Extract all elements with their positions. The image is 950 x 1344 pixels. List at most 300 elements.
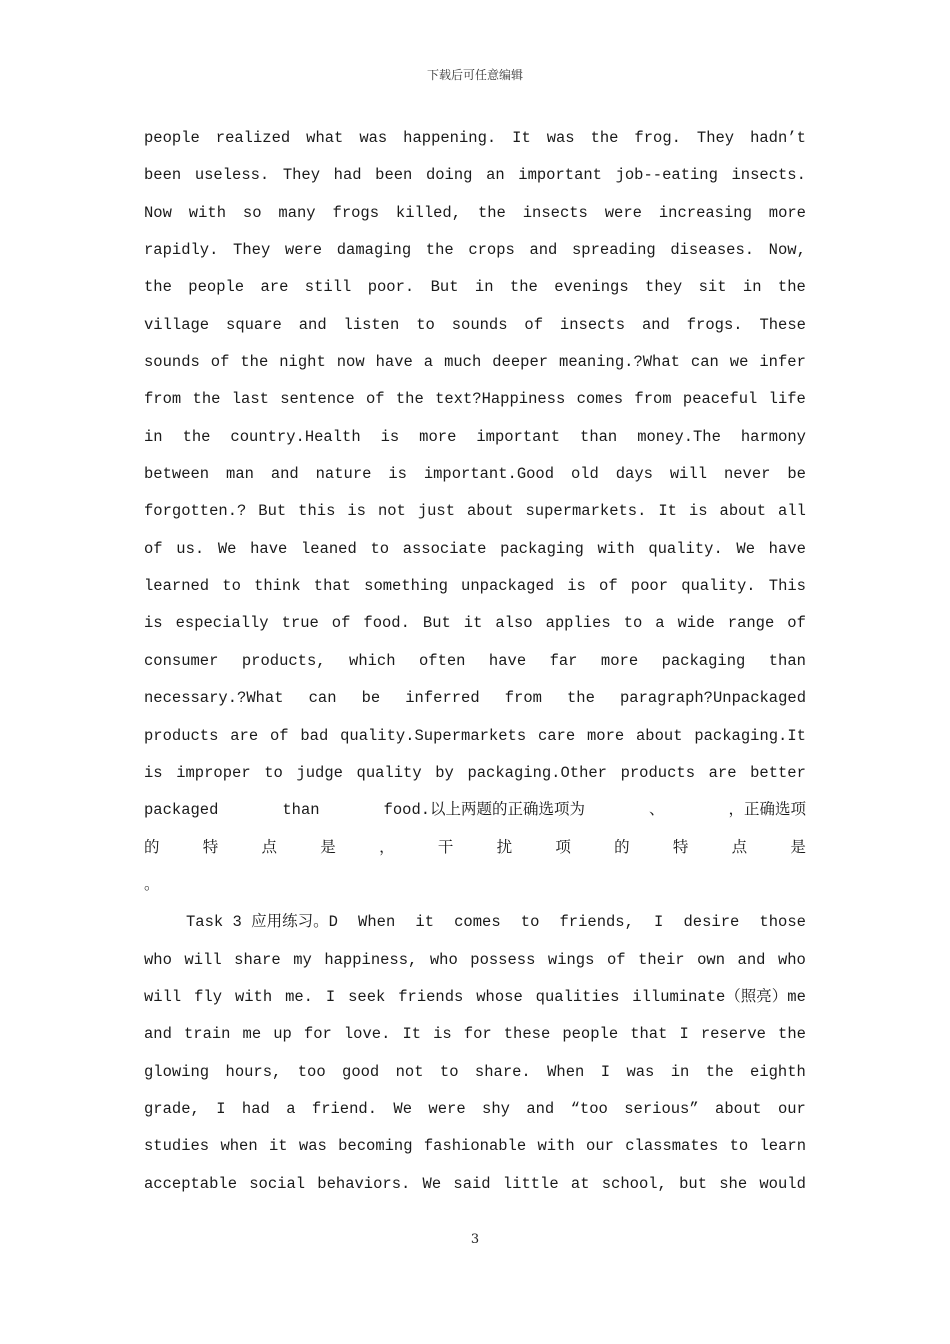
text-word: all <box>778 502 806 521</box>
text-word: night <box>279 353 326 372</box>
text-word: from <box>144 390 182 409</box>
text-word: nature <box>315 465 372 484</box>
text-word: who <box>429 950 458 969</box>
text-word: not <box>377 502 406 521</box>
text-word: and <box>529 241 558 260</box>
text-word: They <box>233 241 271 260</box>
text-word: insects <box>522 203 588 222</box>
text-word: leaned <box>300 539 357 558</box>
text-word: We <box>736 539 756 558</box>
text-word: the <box>192 390 221 409</box>
text-word: love. <box>343 1025 391 1044</box>
page-number: 3 <box>470 1232 480 1247</box>
text-word: more <box>419 427 457 446</box>
text-word: who <box>777 950 806 969</box>
text-line <box>144 456 806 493</box>
text-word: evenings <box>554 278 629 297</box>
text-word: more <box>586 726 625 745</box>
text-word: friend. <box>311 1099 378 1118</box>
text-word: the <box>777 278 806 297</box>
text-word: in <box>670 1062 690 1081</box>
text-word: people <box>562 1025 619 1044</box>
text-word: little <box>502 1174 559 1193</box>
text-word: she <box>719 1174 748 1193</box>
text-word: and <box>641 315 670 334</box>
text-word: comes <box>576 390 624 409</box>
text-word: from <box>634 390 672 409</box>
text-word: in <box>474 278 494 297</box>
text-word: will <box>144 987 182 1006</box>
text-word: train <box>183 1025 231 1044</box>
text-word: whose <box>476 987 523 1006</box>
text-word: it <box>463 614 483 633</box>
text-word: was <box>546 129 575 147</box>
text-word: acceptable <box>144 1174 238 1193</box>
text-word: be <box>787 465 806 484</box>
text-word: me. <box>285 987 313 1006</box>
text-word: quality. <box>648 539 723 558</box>
text-word: an <box>486 166 505 185</box>
text-word: When <box>358 913 396 932</box>
text-word: in <box>144 427 163 446</box>
text-word: a <box>286 1099 296 1118</box>
text-word: village <box>144 315 210 334</box>
text-line <box>144 381 806 418</box>
text-word: our <box>586 1137 614 1156</box>
text-word: hours, <box>225 1062 282 1081</box>
text-word: not <box>395 1062 424 1081</box>
text-word: glowing <box>144 1062 210 1081</box>
text-line <box>144 792 806 829</box>
text-line <box>144 680 806 717</box>
text-word: and <box>298 315 327 334</box>
text-word: by <box>435 763 454 782</box>
text-word: text?Happiness <box>435 390 566 409</box>
text-word: desire <box>683 913 740 932</box>
text-word: their <box>638 950 685 969</box>
text-line <box>144 1054 806 1091</box>
text-word: a <box>655 614 665 633</box>
text-word: crops <box>468 241 515 260</box>
text-word: necessary.?What <box>144 689 284 708</box>
text-word: many <box>278 203 316 222</box>
text-word: wings <box>547 950 595 969</box>
text-word: the <box>240 353 269 372</box>
text-word: share. <box>474 1062 531 1081</box>
text-line <box>144 718 806 755</box>
text-word: forgotten.? <box>144 502 247 521</box>
text-line <box>144 1166 806 1203</box>
text-word: ，正确选项 <box>728 801 806 820</box>
text-word: diseases. <box>670 241 755 260</box>
text-word: would <box>759 1174 806 1193</box>
text-word: quality. <box>681 577 756 596</box>
text-word: doing <box>425 166 473 185</box>
text-word: serious” <box>624 1099 699 1118</box>
text-word: far <box>549 651 578 670</box>
text-word: of <box>606 950 626 969</box>
text-word: happening. <box>403 129 497 147</box>
text-word: seek <box>348 987 386 1006</box>
text-word: insects <box>559 315 626 334</box>
text-word: school, <box>601 1174 667 1193</box>
text-word: more <box>768 203 806 222</box>
text-word: eighth <box>750 1062 806 1081</box>
text-word: sounds <box>451 315 508 334</box>
text-word: possess <box>470 950 536 969</box>
text-word: is <box>433 1025 452 1044</box>
text-word: about <box>715 1099 762 1118</box>
text-word: up <box>273 1025 292 1044</box>
text-word: is <box>144 763 163 782</box>
text-word: the <box>477 203 506 222</box>
text-word: applies <box>545 614 611 633</box>
text-word: been <box>375 166 413 185</box>
text-word: insects. <box>731 166 806 185</box>
text-word: just <box>417 502 456 521</box>
text-word: is <box>567 577 586 596</box>
text-word: realized <box>215 129 291 147</box>
text-word: harmony <box>740 427 806 446</box>
text-word: 。 <box>144 875 160 894</box>
text-word: they <box>645 278 683 297</box>
text-word: quality <box>356 763 422 782</box>
text-word: reserve <box>700 1025 766 1044</box>
text-word: better <box>750 763 806 782</box>
text-word: something <box>364 577 448 596</box>
text-word: have <box>768 539 806 558</box>
text-word: of <box>269 726 289 745</box>
text-word: the <box>590 129 619 147</box>
text-word: sounds <box>144 353 200 372</box>
text-word: They <box>696 129 735 147</box>
text-word: money.The <box>637 427 721 446</box>
text-word: But <box>422 614 451 633</box>
text-word: was <box>626 1062 655 1081</box>
text-word: will <box>669 465 708 484</box>
text-word: useless. <box>194 166 270 185</box>
text-word: often <box>418 651 466 670</box>
text-word: true <box>281 614 319 633</box>
text-line <box>144 755 806 792</box>
text-word: the <box>182 427 211 446</box>
text-word: quality.Supermarkets <box>340 726 527 745</box>
text-word: frogs <box>332 203 380 222</box>
text-word: judge <box>296 763 343 782</box>
text-word: 的 <box>614 838 630 857</box>
text-word: products <box>144 726 219 745</box>
text-word: sit <box>698 278 727 297</box>
text-word: I <box>600 1062 611 1081</box>
text-word: it <box>268 1137 288 1156</box>
text-word: studies <box>144 1137 210 1156</box>
text-word: that <box>630 1025 668 1044</box>
text-word: and <box>526 1099 555 1118</box>
text-word: of <box>787 614 806 633</box>
text-word: rapidly. <box>144 241 219 260</box>
text-word: But <box>258 502 287 521</box>
text-word: and <box>737 950 766 969</box>
text-word: 干 <box>437 838 454 857</box>
text-word: 项 <box>555 838 571 857</box>
text-word: range <box>727 614 775 633</box>
text-word: with <box>537 1137 575 1156</box>
text-word: the <box>144 278 172 297</box>
text-word: share <box>234 950 281 969</box>
text-word: ， <box>379 838 395 857</box>
text-line <box>144 120 806 157</box>
text-word: for <box>303 1025 332 1044</box>
text-word: are <box>260 278 289 297</box>
text-word: shy <box>482 1099 510 1118</box>
text-line <box>144 157 806 194</box>
text-word: this <box>298 502 336 521</box>
text-word: were <box>428 1099 466 1118</box>
text-word: these <box>503 1025 551 1044</box>
text-word: at <box>570 1174 590 1193</box>
text-line <box>144 830 806 867</box>
text-word: much <box>444 353 482 372</box>
text-word: can <box>690 353 719 372</box>
text-line <box>144 531 806 568</box>
text-word: killed, <box>395 203 462 222</box>
text-word: about <box>636 726 683 745</box>
text-word: 的 <box>144 838 160 857</box>
text-word: inferred <box>405 689 480 708</box>
text-word: us. <box>176 539 205 558</box>
text-word: of <box>331 614 351 633</box>
text-word: fly <box>194 987 223 1006</box>
text-word: 是 <box>320 838 336 857</box>
text-word: 点 <box>261 838 278 857</box>
text-word: behaviors. <box>317 1174 411 1193</box>
text-word: “too <box>570 1099 608 1118</box>
text-word: learned <box>144 577 210 596</box>
text-word: to <box>264 763 283 782</box>
text-word: These <box>759 315 806 334</box>
text-word: of <box>365 390 385 409</box>
text-word: job--eating <box>615 166 718 185</box>
text-word: poor. <box>367 278 415 297</box>
text-word: poor <box>630 577 669 596</box>
text-word: too <box>297 1062 326 1081</box>
text-word: life <box>768 390 806 409</box>
text-word: man <box>226 465 254 484</box>
text-word: bad <box>300 726 329 745</box>
text-word: 是 <box>790 838 806 857</box>
text-word: hadn’t <box>750 129 806 147</box>
text-word: square <box>226 315 282 334</box>
text-word: learn <box>759 1137 806 1156</box>
text-line <box>144 904 806 941</box>
text-word: 点 <box>731 838 748 857</box>
text-line <box>144 232 806 269</box>
text-word: Now <box>144 203 172 222</box>
text-word: to <box>520 913 540 932</box>
text-word: had <box>241 1099 270 1118</box>
text-word: food.以上两题的正确选项为 <box>383 801 586 820</box>
text-word: were <box>284 241 323 260</box>
text-word: with <box>234 987 273 1006</box>
text-word: be <box>361 689 381 708</box>
text-word: been <box>144 166 182 185</box>
text-word: increasing <box>658 203 752 222</box>
text-word: It <box>658 502 677 521</box>
text-word: we <box>729 353 749 372</box>
text-word: said <box>453 1174 491 1193</box>
text-word: are <box>230 726 259 745</box>
text-word: the <box>778 1025 806 1044</box>
text-word: the <box>567 689 595 708</box>
text-word: but <box>679 1174 707 1193</box>
text-word: my <box>293 950 312 969</box>
text-word: that <box>313 577 351 596</box>
text-line <box>144 195 806 232</box>
text-word: than <box>768 651 806 670</box>
text-word: But <box>430 278 459 297</box>
text-word: products <box>620 763 695 782</box>
text-word: to <box>439 1062 459 1081</box>
text-word: classmates <box>625 1137 719 1156</box>
text-word: especially <box>175 614 269 633</box>
text-word: packaging.It <box>694 726 806 745</box>
text-word: and <box>270 465 299 484</box>
text-word: qualities <box>535 987 620 1006</box>
text-word: were <box>604 203 642 222</box>
text-word: from <box>504 689 542 708</box>
document-body <box>144 120 806 1203</box>
text-word: We <box>393 1099 413 1118</box>
text-word: spreading <box>571 241 656 260</box>
text-word: people <box>144 129 200 147</box>
text-line <box>144 1016 806 1053</box>
text-word: with <box>597 539 635 558</box>
text-word: now <box>336 353 365 372</box>
text-word: is <box>688 502 708 521</box>
text-word: still <box>304 278 352 297</box>
text-line <box>144 344 806 381</box>
text-word: This <box>768 577 806 596</box>
text-word: for <box>463 1025 492 1044</box>
text-word: will <box>184 950 222 969</box>
text-word: it <box>415 913 434 932</box>
text-word: to <box>416 315 435 334</box>
page-header: 下载后可任意编辑 <box>426 68 523 82</box>
text-word: a <box>423 353 434 372</box>
text-word: meaning.?What <box>559 353 680 372</box>
text-word: Task 3 应用练习。D <box>186 913 338 932</box>
text-word: 扰 <box>496 838 513 857</box>
text-word: important <box>518 166 602 185</box>
text-word: days <box>615 465 653 484</box>
text-word: frog. <box>634 129 681 147</box>
text-word: have <box>250 539 288 558</box>
text-word: important.Good <box>423 465 555 484</box>
text-word: the <box>509 278 538 297</box>
text-word: friends <box>398 987 464 1006</box>
text-word: good <box>342 1062 380 1081</box>
text-word: also <box>495 614 533 633</box>
text-word: which <box>349 651 396 670</box>
text-word: those <box>759 913 806 932</box>
text-word: is <box>388 465 407 484</box>
text-word: paragraph?Unpackaged <box>619 689 806 708</box>
text-word: are <box>708 763 737 782</box>
text-word: about <box>719 502 767 521</box>
text-word: packaging <box>500 539 584 558</box>
text-word: what <box>306 129 344 147</box>
text-word: deeper <box>492 353 549 372</box>
text-word: grade, <box>144 1099 200 1118</box>
text-word: when <box>220 1137 258 1156</box>
text-word: old <box>570 465 599 484</box>
text-word: me <box>242 1025 262 1044</box>
text-word: 、 <box>649 801 665 820</box>
text-word: sentence <box>280 390 355 409</box>
text-word: When <box>547 1062 585 1081</box>
text-word: the <box>395 390 424 409</box>
text-word: 特 <box>672 838 689 857</box>
text-word: We <box>217 539 237 558</box>
text-word: associate <box>402 539 487 558</box>
text-line <box>144 419 806 456</box>
text-word: was <box>298 1137 327 1156</box>
text-word: fashionable <box>423 1137 527 1156</box>
text-word: is <box>380 427 400 446</box>
text-word: listen <box>343 315 400 334</box>
text-word: think <box>254 577 301 596</box>
text-line <box>144 979 806 1016</box>
text-word: We <box>422 1174 442 1193</box>
text-line <box>144 1128 806 1165</box>
text-word: important <box>476 427 561 446</box>
text-word: people <box>188 278 245 297</box>
text-word: food. <box>363 614 410 633</box>
text-word: I <box>679 1025 689 1044</box>
text-line <box>144 1091 806 1128</box>
text-word: supermarkets. <box>525 502 647 521</box>
text-word: with <box>188 203 227 222</box>
text-word: the <box>705 1062 734 1081</box>
text-line <box>144 568 806 605</box>
text-word: packaging <box>661 651 746 670</box>
text-word: It <box>512 129 531 147</box>
text-word: to <box>222 577 241 596</box>
text-word: and <box>144 1025 172 1044</box>
text-word: can <box>308 689 337 708</box>
text-word: than <box>580 427 618 446</box>
text-word: country.Health <box>230 427 361 446</box>
text-word: who <box>144 950 172 969</box>
text-line <box>144 867 806 904</box>
text-word: was <box>359 129 388 147</box>
text-word: to <box>370 539 390 558</box>
text-word: last <box>231 390 269 409</box>
text-word: is <box>144 614 163 633</box>
text-word: between <box>144 465 210 484</box>
text-word: in <box>742 278 762 297</box>
text-line <box>144 307 806 344</box>
text-word: care <box>537 726 576 745</box>
text-word: than <box>282 801 320 820</box>
text-word: products, <box>241 651 326 670</box>
text-word: unpackaged <box>461 577 555 596</box>
text-word: of <box>210 353 230 372</box>
text-word: I <box>325 987 336 1006</box>
text-word: more <box>600 651 639 670</box>
text-word: never <box>723 465 771 484</box>
text-word: It <box>402 1025 422 1044</box>
